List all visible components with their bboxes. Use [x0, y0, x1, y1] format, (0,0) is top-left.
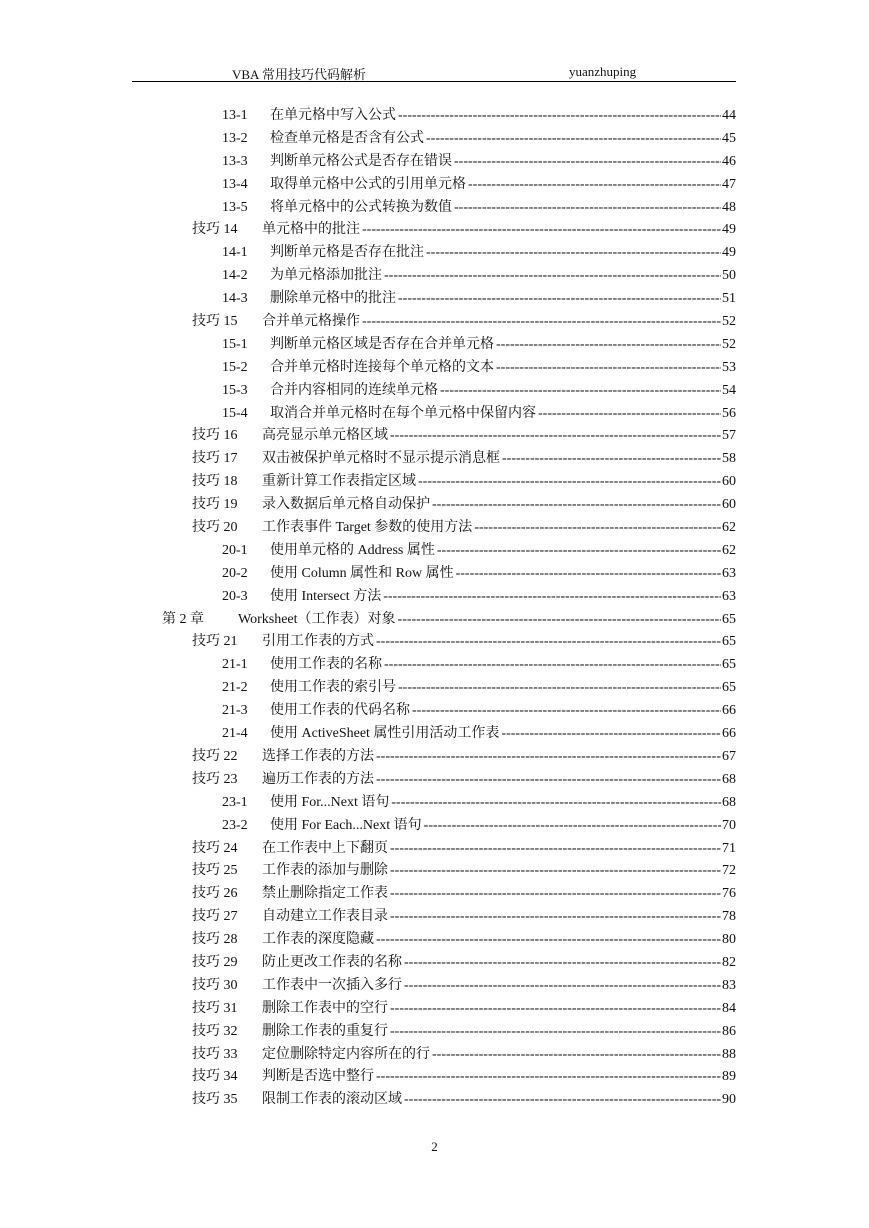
toc-entry-title: 删除工作表中的空行: [262, 1000, 388, 1016]
toc-entry-page: 52: [722, 336, 736, 352]
toc-row: [0, 838, 869, 861]
toc-row: [0, 128, 869, 151]
toc-row: [0, 860, 869, 883]
toc-entry-title: 在工作表中上下翻页: [262, 840, 388, 856]
toc-entry-number: 15-1: [222, 336, 248, 352]
toc-entry-title: 单元格中的批注: [262, 222, 360, 238]
toc-entry-title: 双击被保护单元格时不显示提示消息框: [262, 451, 500, 467]
toc-entry-page: 44: [722, 108, 736, 123]
toc-row: [0, 1044, 869, 1067]
toc-row: [0, 311, 869, 334]
dot-leader: [474, 517, 721, 540]
toc-entry-title: 删除单元格中的批注: [270, 291, 396, 307]
toc-row: [0, 265, 869, 288]
toc-entry-number: 15-2: [222, 359, 248, 375]
toc-entry-page: 72: [722, 863, 736, 879]
toc-row: [0, 769, 869, 792]
toc-entry-page: 70: [722, 817, 736, 833]
dot-leader: [496, 334, 721, 357]
toc-entry-title: 重新计算工作表指定区域: [262, 474, 416, 490]
toc-entry-number: 技巧 31: [192, 1000, 238, 1016]
toc-entry-number: 13-1: [222, 108, 248, 123]
toc-entry-page: 65: [722, 657, 736, 673]
toc-entry-number: 23-2: [222, 817, 248, 833]
toc-entry-page: 76: [722, 886, 736, 902]
toc-entry-page: 62: [722, 542, 736, 558]
dot-leader: [390, 883, 721, 906]
toc-entry-page: 63: [722, 588, 736, 604]
toc-entry-link[interactable]: [192, 494, 736, 517]
toc-entry-title: 判断单元格公式是否存在错误: [270, 153, 452, 169]
toc-entry-page: 78: [722, 909, 736, 925]
toc-row: [0, 219, 869, 242]
toc-entry-page: 50: [722, 268, 736, 284]
toc-entry-link[interactable]: [222, 723, 736, 746]
toc-entry-title: 使用 For...Next 语句: [270, 794, 390, 810]
dot-leader: [398, 677, 721, 700]
toc-entry-page: 45: [722, 130, 736, 146]
toc-entry-title: 判断是否选中整行: [262, 1069, 374, 1085]
toc-entry-link[interactable]: [222, 242, 736, 265]
dot-leader: [437, 540, 721, 563]
toc-entry-title: 禁止删除指定工作表: [262, 886, 388, 902]
toc-entry-title: 使用工作表的代码名称: [270, 703, 410, 719]
toc-row: [0, 1066, 869, 1089]
toc-entry-page: 71: [722, 840, 736, 856]
toc-entry-page: 90: [722, 1092, 736, 1108]
toc-row: [0, 654, 869, 677]
toc-entry-link[interactable]: [222, 792, 736, 815]
toc-entry-link[interactable]: [192, 998, 736, 1021]
page-number: 2: [431, 1139, 438, 1154]
toc-row: [0, 906, 869, 929]
toc-entry-title: 合并内容相同的连续单元格: [270, 382, 438, 398]
toc-entry-page: 51: [722, 291, 736, 307]
toc-entry-number: 23-1: [222, 794, 248, 810]
toc-row: [0, 288, 869, 311]
dot-leader: [454, 197, 721, 220]
dot-leader: [376, 769, 721, 792]
toc-entry-number: 技巧 35: [192, 1092, 238, 1108]
toc-entry-title: 使用 For Each...Next 语句: [270, 817, 422, 833]
toc-entry-link[interactable]: [192, 860, 736, 883]
toc-row: [0, 242, 869, 265]
toc-entry-title: 合并单元格时连接每个单元格的文本: [270, 359, 494, 375]
toc-row: [0, 975, 869, 998]
dot-leader: [454, 151, 721, 174]
toc-entry-link[interactable]: [192, 1021, 736, 1044]
toc-entry-title: 录入数据后单元格自动保护: [262, 497, 430, 513]
toc-row: [0, 517, 869, 540]
toc-row: [0, 403, 869, 426]
toc-entry-title: 检查单元格是否含有公式: [270, 130, 424, 146]
toc-entry-number: 21-1: [222, 657, 248, 673]
toc-entry-link[interactable]: [192, 975, 736, 998]
dot-leader: [391, 792, 721, 815]
toc-entry-page: 80: [722, 932, 736, 948]
dot-leader: [538, 403, 721, 426]
toc-row: [0, 1089, 869, 1112]
toc-entry-link[interactable]: [222, 540, 736, 563]
toc-entry-title: 限制工作表的滚动区域: [262, 1092, 402, 1108]
dot-leader: [390, 998, 721, 1021]
toc-entry-page: 89: [722, 1069, 736, 1085]
toc-entry-link[interactable]: [222, 174, 736, 197]
toc-entry-page: 47: [722, 176, 736, 192]
toc-entry-title: 使用 ActiveSheet 属性引用活动工作表: [270, 726, 500, 742]
toc-entry-page: 86: [722, 1023, 736, 1039]
toc-entry-page: 46: [722, 153, 736, 169]
toc-entry-number: 技巧 26: [192, 886, 238, 902]
toc-row: [0, 723, 869, 746]
toc-entry-title: 取得单元格中公式的引用单元格: [270, 176, 466, 192]
toc-entry-number: 20-3: [222, 588, 248, 604]
toc-entry-page: 83: [722, 977, 736, 993]
toc-entry-page: 58: [722, 451, 736, 467]
toc-entry-number: 14-2: [222, 268, 248, 284]
toc-entry-page: 49: [722, 245, 736, 261]
toc-entry-title: 工作表的深度隐藏: [262, 932, 374, 948]
toc-entry-link[interactable]: [192, 838, 736, 861]
toc-entry-page: 68: [722, 794, 736, 810]
toc-entry-page: 66: [722, 726, 736, 742]
toc-entry-number: 技巧 15: [192, 314, 238, 330]
toc-entry-number: 技巧 14: [192, 222, 238, 238]
toc-entry-link[interactable]: [222, 677, 736, 700]
toc-entry-link[interactable]: [192, 1044, 736, 1067]
toc-entry-number: 15-4: [222, 405, 248, 421]
toc-entry-number: 21-4: [222, 726, 248, 742]
toc-entry-title: 选择工作表的方法: [262, 748, 374, 764]
toc-entry-link[interactable]: [222, 151, 736, 174]
toc-entry-page: 52: [722, 314, 736, 330]
toc-entry-number: 技巧 19: [192, 497, 238, 513]
toc-entry-link[interactable]: [192, 219, 736, 242]
toc-row: [0, 380, 869, 403]
toc-entry-page: 65: [722, 611, 736, 627]
dot-leader: [390, 1021, 721, 1044]
toc-entry-number: 技巧 24: [192, 840, 238, 856]
dot-leader: [456, 563, 721, 586]
toc-entry-title: 删除工作表的重复行: [262, 1023, 388, 1039]
toc-entry-link[interactable]: [192, 883, 736, 906]
dot-leader: [426, 242, 721, 265]
toc-entry-page: 60: [722, 474, 736, 490]
dot-leader: [376, 929, 721, 952]
toc-entry-page: 63: [722, 565, 736, 581]
toc-entry-page: 60: [722, 497, 736, 513]
toc-entry-title: 引用工作表的方式: [262, 634, 374, 650]
dot-leader: [398, 105, 721, 128]
toc-entry-number: 技巧 20: [192, 520, 238, 536]
toc-entry-title: 为单元格添加批注: [270, 268, 382, 284]
dot-leader: [398, 609, 721, 632]
toc-entry-number: 技巧 29: [192, 954, 238, 970]
toc-entry-title: 定位删除特定内容所在的行: [262, 1046, 430, 1062]
toc-entry-title: 取消合并单元格时在每个单元格中保留内容: [270, 405, 536, 421]
toc-row: [0, 746, 869, 769]
toc-entry-number: 技巧 21: [192, 634, 238, 650]
dot-leader: [424, 815, 721, 838]
toc-entry-page: 67: [722, 748, 736, 764]
toc-row: [0, 952, 869, 975]
toc-entry-title: 使用工作表的名称: [270, 657, 382, 673]
dot-leader: [362, 311, 721, 334]
toc-entry-link[interactable]: [192, 906, 736, 929]
toc-entry-link[interactable]: [222, 380, 736, 403]
toc-entry-title: 防止更改工作表的名称: [262, 954, 402, 970]
dot-leader: [502, 448, 721, 471]
dot-leader: [432, 1044, 721, 1067]
toc-entry-title: 使用 Intersect 方法: [270, 588, 382, 604]
dot-leader: [426, 128, 721, 151]
toc-entry-link[interactable]: [222, 815, 736, 838]
dot-leader: [404, 952, 721, 975]
toc-entry-page: 66: [722, 703, 736, 719]
toc-entry-number: 技巧 32: [192, 1023, 238, 1039]
dot-leader: [468, 174, 721, 197]
toc-entry-number: 13-3: [222, 153, 248, 169]
toc-row: [0, 631, 869, 654]
toc-row: [0, 883, 869, 906]
toc-entry-link[interactable]: [192, 448, 736, 471]
toc-entry-number: 技巧 28: [192, 932, 238, 948]
toc-entry-link[interactable]: [222, 700, 736, 723]
toc-row: [0, 540, 869, 563]
dot-leader: [412, 700, 721, 723]
toc-entry-title: 自动建立工作表目录: [262, 909, 388, 925]
toc-row: [0, 448, 869, 471]
dot-leader: [376, 746, 721, 769]
toc-entry-link[interactable]: [222, 265, 736, 288]
dot-leader: [404, 975, 721, 998]
dot-leader: [390, 906, 721, 929]
toc-entry-link[interactable]: [192, 769, 736, 792]
toc-entry-link[interactable]: [192, 952, 736, 975]
dot-leader: [390, 860, 721, 883]
toc-entry-number: 14-3: [222, 291, 248, 307]
dot-leader: [383, 586, 721, 609]
toc-entry-link[interactable]: [222, 128, 736, 151]
toc-row: [0, 563, 869, 586]
toc-entry-title: 将单元格中的公式转换为数值: [270, 199, 452, 215]
toc-entry-title: 高亮显示单元格区域: [262, 428, 388, 444]
toc-entry-number: 20-2: [222, 565, 248, 581]
toc-entry-title: 使用工作表的索引号: [270, 680, 396, 696]
toc-entry-link[interactable]: [192, 929, 736, 952]
toc-entry-number: 21-2: [222, 680, 248, 696]
toc-row: [0, 586, 869, 609]
toc-entry-link[interactable]: [192, 1089, 736, 1112]
toc-entry-link[interactable]: [192, 517, 736, 540]
toc-entry-link[interactable]: [222, 105, 736, 128]
dot-leader: [501, 723, 721, 746]
toc-entry-page: 54: [722, 382, 736, 398]
table-of-contents: [0, 105, 869, 1112]
toc-entry-number: 技巧 18: [192, 474, 238, 490]
toc-row: [0, 357, 869, 380]
toc-entry-number: 技巧 22: [192, 748, 238, 764]
toc-row: [0, 609, 869, 632]
toc-entry-title: 使用单元格的 Address 属性: [270, 542, 435, 558]
toc-entry-link[interactable]: [162, 609, 736, 632]
toc-row: [0, 174, 869, 197]
toc-entry-title: 在单元格中写入公式: [270, 108, 396, 123]
toc-entry-title: 判断单元格区域是否存在合并单元格: [270, 336, 494, 352]
toc-entry-number: 技巧 30: [192, 977, 238, 993]
toc-entry-number: 技巧 33: [192, 1046, 238, 1062]
toc-entry-link[interactable]: [222, 288, 736, 311]
toc-row: [0, 197, 869, 220]
toc-entry-link[interactable]: [222, 654, 736, 677]
toc-row: [0, 792, 869, 815]
toc-row: [0, 494, 869, 517]
toc-entry-number: 14-1: [222, 245, 248, 261]
toc-entry-page: 84: [722, 1000, 736, 1016]
toc-entry-title: 工作表的添加与删除: [262, 863, 388, 879]
toc-entry-number: 13-4: [222, 176, 248, 192]
toc-entry-link[interactable]: [222, 563, 736, 586]
toc-entry-title: 判断单元格是否存在批注: [270, 245, 424, 261]
toc-entry-title: 工作表中一次插入多行: [262, 977, 402, 993]
toc-entry-number: 20-1: [222, 542, 248, 558]
dot-leader: [432, 494, 721, 517]
toc-entry-link[interactable]: [192, 631, 736, 654]
toc-entry-number: 15-3: [222, 382, 248, 398]
header-title: VBA 常用技巧代码解析: [232, 67, 366, 82]
toc-entry-link[interactable]: [192, 425, 736, 448]
toc-row: [0, 425, 869, 448]
toc-entry-link[interactable]: [192, 1066, 736, 1089]
toc-entry-number: 技巧 23: [192, 771, 238, 787]
toc-entry-number: 技巧 27: [192, 909, 238, 925]
toc-entry-number: 第 2 章: [162, 611, 204, 627]
toc-row: [0, 677, 869, 700]
dot-leader: [404, 1089, 721, 1112]
toc-row: [0, 700, 869, 723]
toc-row: [0, 151, 869, 174]
toc-entry-title: 合并单元格操作: [262, 314, 360, 330]
toc-entry-page: 65: [722, 634, 736, 650]
dot-leader: [398, 288, 721, 311]
toc-entry-page: 65: [722, 680, 736, 696]
toc-entry-page: 48: [722, 199, 736, 215]
dot-leader: [376, 1066, 721, 1089]
toc-entry-number: 13-5: [222, 199, 248, 215]
toc-entry-link[interactable]: [222, 334, 736, 357]
toc-entry-link[interactable]: [192, 311, 736, 334]
toc-row: [0, 815, 869, 838]
toc-entry-number: 21-3: [222, 703, 248, 719]
dot-leader: [390, 838, 721, 861]
toc-entry-link[interactable]: [222, 197, 736, 220]
toc-row: [0, 471, 869, 494]
toc-entry-link[interactable]: [222, 586, 736, 609]
toc-row: [0, 105, 869, 128]
dot-leader: [440, 380, 721, 403]
toc-row: [0, 1021, 869, 1044]
dot-leader: [376, 631, 721, 654]
toc-entry-title: 使用 Column 属性和 Row 属性: [270, 565, 454, 581]
toc-entry-page: 82: [722, 954, 736, 970]
toc-entry-page: 88: [722, 1046, 736, 1062]
toc-row: [0, 929, 869, 952]
dot-leader: [390, 425, 721, 448]
header-author: yuanzhuping: [569, 64, 637, 79]
toc-row: [0, 334, 869, 357]
toc-entry-page: 57: [722, 428, 736, 444]
toc-entry-number: 技巧 17: [192, 451, 238, 467]
toc-entry-link[interactable]: [192, 471, 736, 494]
dot-leader: [418, 471, 721, 494]
toc-entry-page: 68: [722, 771, 736, 787]
toc-entry-page: 56: [722, 405, 736, 421]
toc-entry-link[interactable]: [192, 746, 736, 769]
page-header: [132, 60, 736, 82]
dot-leader: [384, 654, 721, 677]
toc-entry-page: 62: [722, 520, 736, 536]
toc-entry-title: 工作表事件 Target 参数的使用方法: [262, 520, 473, 536]
toc-entry-page: 49: [722, 222, 736, 238]
dot-leader: [362, 219, 721, 242]
toc-entry-link[interactable]: [222, 357, 736, 380]
dot-leader: [384, 265, 721, 288]
toc-entry-number: 技巧 34: [192, 1069, 238, 1085]
toc-entry-title: 遍历工作表的方法: [262, 771, 374, 787]
toc-entry-number: 13-2: [222, 130, 248, 146]
toc-entry-title: Worksheet（工作表）对象: [238, 611, 396, 627]
dot-leader: [496, 357, 721, 380]
toc-entry-number: 技巧 25: [192, 863, 238, 879]
toc-entry-number: 技巧 16: [192, 428, 238, 444]
toc-entry-link[interactable]: [222, 403, 736, 426]
toc-row: [0, 998, 869, 1021]
toc-entry-page: 53: [722, 359, 736, 375]
